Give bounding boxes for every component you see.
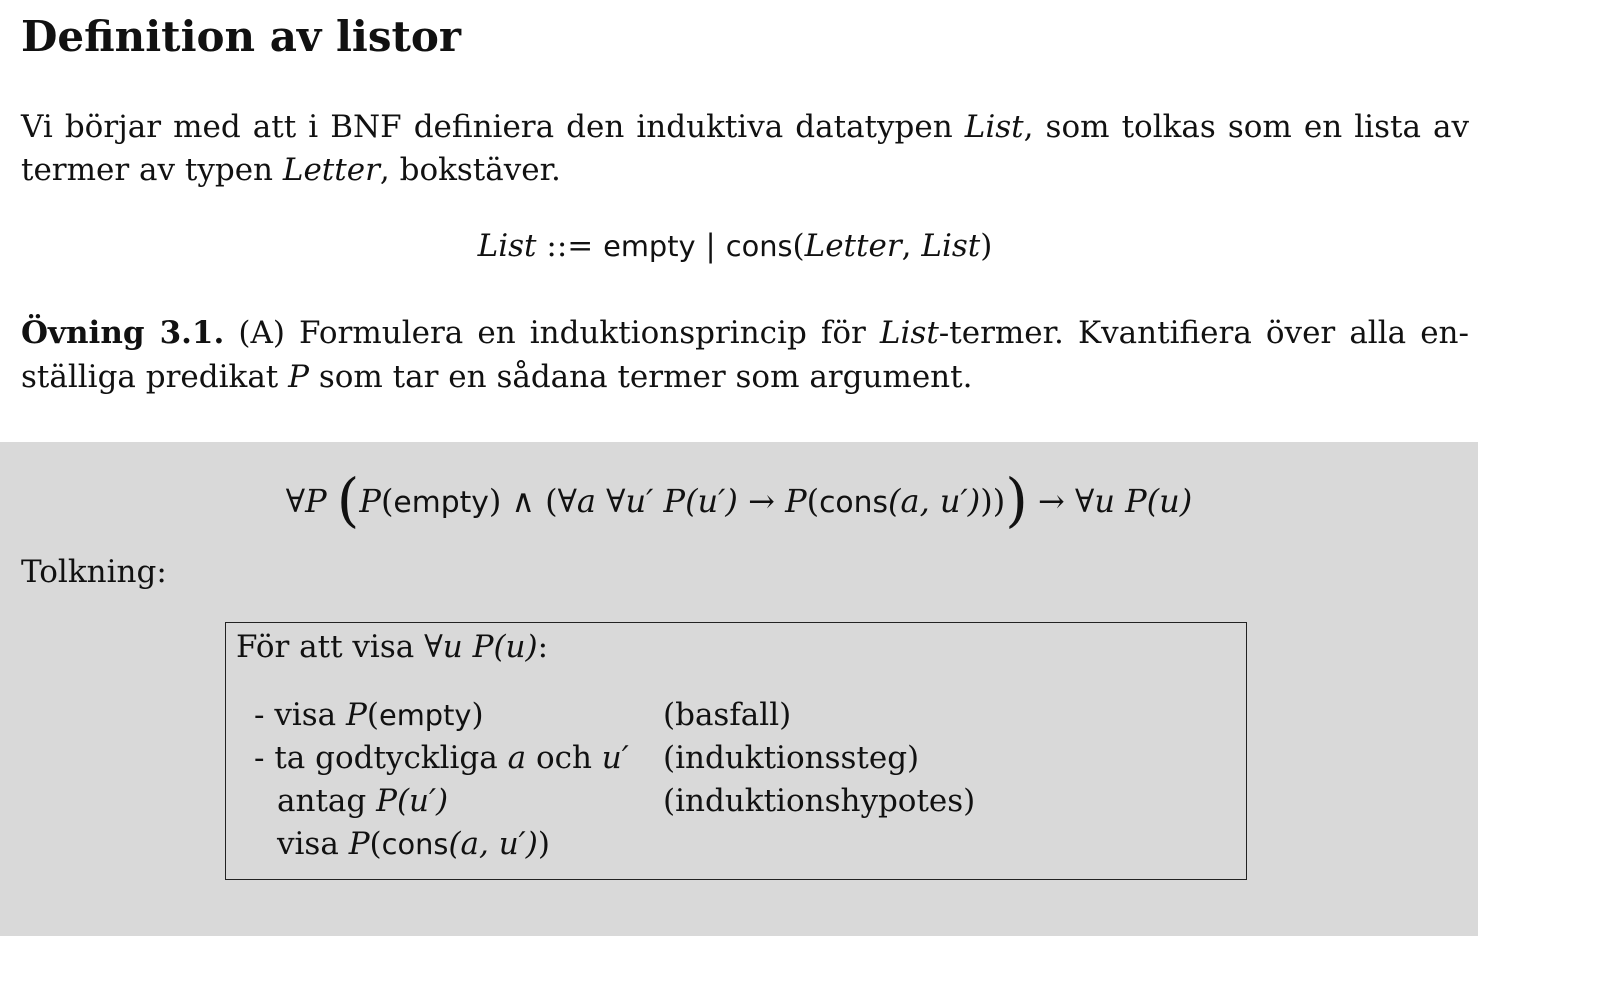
- exercise-list-term: List: [879, 315, 939, 351]
- step-och: och: [526, 740, 602, 776]
- step-empty: empty: [378, 698, 472, 732]
- formula-p: P: [305, 482, 327, 520]
- bnf-cons: cons: [725, 229, 793, 263]
- step-close: ): [471, 697, 484, 733]
- type-list-term: List: [964, 109, 1024, 145]
- bnf-def-symbol: ::=: [536, 228, 604, 264]
- step-p: P: [348, 826, 370, 862]
- step-p: P: [346, 697, 367, 733]
- bnf-arg-letter: Letter: [804, 228, 902, 264]
- step-close: ): [537, 826, 550, 862]
- big-close-paren: ): [1005, 466, 1028, 534]
- step-hypothesis-math: P(u′): [376, 783, 449, 819]
- box-heading: [236, 629, 548, 665]
- step-args: (a, u′): [448, 826, 538, 862]
- intro-text-3: , bokstäver.: [379, 152, 561, 188]
- formula-arrow-2: →: [1027, 482, 1076, 520]
- bnf-arg-list: List: [921, 228, 981, 264]
- formula-close-2: ): [488, 482, 502, 520]
- bnf-open: (: [792, 228, 805, 264]
- box-heading-math: ∀u P(u): [424, 629, 538, 665]
- bnf-comma: ,: [901, 228, 922, 264]
- solution-area: [0, 442, 1478, 936]
- big-open-paren: (: [336, 466, 360, 534]
- step-open: (: [369, 826, 382, 862]
- formula-arrow-1: →: [737, 482, 786, 520]
- formula-open-4: (: [806, 482, 820, 520]
- formula-open-2: (: [380, 482, 394, 520]
- intro-text-1: Vi börjar med att i BNF definiera den induktiva datatypen: [21, 109, 965, 145]
- formula-pu: (u′): [685, 482, 738, 520]
- note-induktionshypotes: (induktionshypotes): [663, 783, 976, 819]
- formula-quantifiers: ∀a ∀u′: [557, 482, 664, 520]
- step-arbitrary: [254, 740, 629, 776]
- step-text: - visa: [254, 697, 347, 733]
- formula-and: ∧: [501, 482, 546, 520]
- bnf-lhs: List: [477, 228, 537, 264]
- formula-cons: cons: [819, 485, 888, 520]
- formula-p-2: P: [359, 482, 381, 520]
- step-cons: cons: [381, 827, 449, 861]
- var-a: a: [507, 740, 527, 776]
- formula-conclusion: ∀u P(u): [1075, 482, 1193, 520]
- box-heading-text: För att visa: [236, 629, 425, 665]
- formula-p-3: P: [663, 482, 686, 520]
- exercise-label: Övning 3.1.: [21, 315, 225, 351]
- forall-symbol: ∀: [285, 482, 306, 520]
- bnf-close: ): [980, 228, 993, 264]
- exercise-text-3: som tar en sådana termer som argument.: [308, 359, 973, 395]
- step-open: (: [366, 697, 379, 733]
- step-show-cons: [277, 826, 550, 862]
- induction-principle-formula: [0, 466, 1478, 534]
- step-base-case: [254, 697, 484, 733]
- formula-open-3: (: [545, 482, 558, 520]
- intro-paragraph: [21, 106, 1469, 192]
- formula-empty: empty: [393, 485, 489, 520]
- formula-p-4: P: [785, 482, 807, 520]
- step-text: - ta godtyckliga: [254, 740, 508, 776]
- interpretation-box: [225, 622, 1247, 880]
- var-u-prime: u′: [601, 740, 629, 776]
- step-text: visa: [277, 826, 349, 862]
- bnf-empty: empty: [603, 229, 696, 263]
- bnf-bar: |: [695, 228, 726, 264]
- note-induktionssteg: (induktionssteg): [663, 740, 920, 776]
- intro-text-2: , som tolkas som en lista av termer av typen: [21, 109, 1469, 188]
- exercise-predicate-p: P: [288, 359, 309, 395]
- formula-args: (a, u′): [888, 482, 981, 520]
- step-text: antag: [277, 783, 377, 819]
- exercise-text-1: (A) Formulera en induktionsprincip för: [224, 315, 880, 351]
- exercise-text-2: -termer. Kvantifiera över alla en-ställiga predikat: [21, 315, 1469, 395]
- type-letter-term: Letter: [282, 152, 380, 188]
- step-assume: [277, 783, 448, 819]
- formula-close-4: )): [980, 482, 1006, 520]
- page-title: Definition av listor: [21, 12, 462, 61]
- exercise-paragraph: [21, 311, 1469, 399]
- note-basfall: (basfall): [663, 697, 792, 733]
- box-heading-colon: :: [537, 629, 549, 665]
- tolkning-label: Tolkning:: [21, 554, 167, 590]
- bnf-definition: [0, 228, 1470, 264]
